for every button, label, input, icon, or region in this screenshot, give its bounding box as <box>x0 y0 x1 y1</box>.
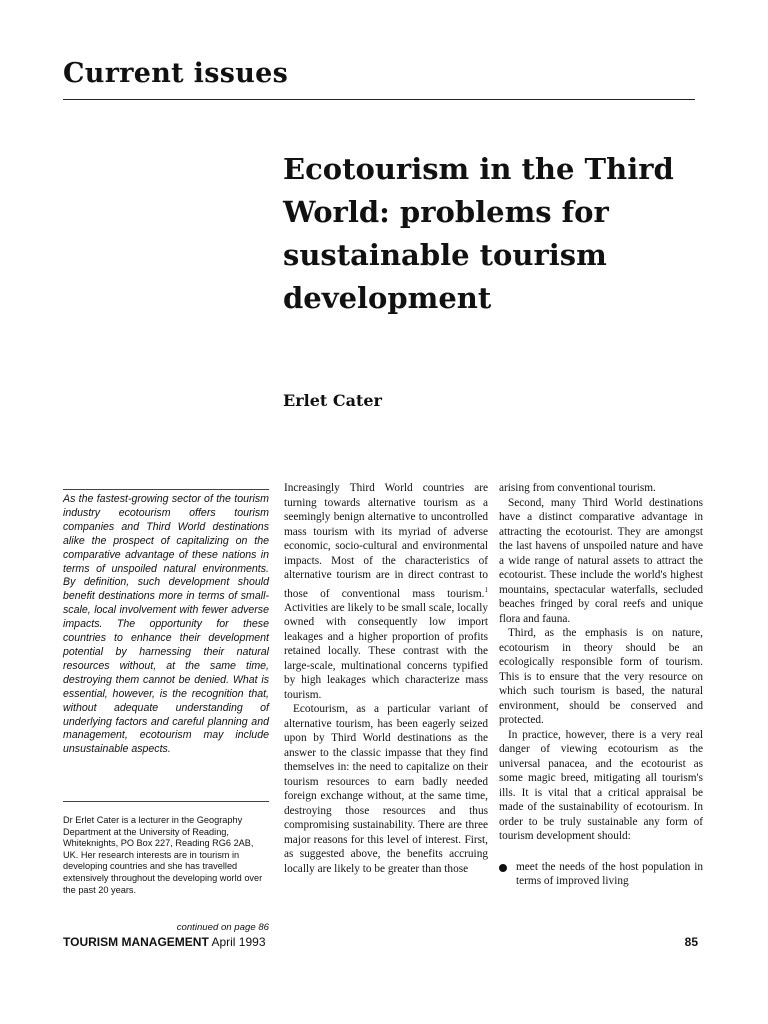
abstract-top-rule <box>63 489 269 490</box>
header-rule <box>63 99 695 100</box>
journal-name: TOURISM MANAGEMENT <box>63 935 209 949</box>
list-item <box>499 860 703 889</box>
paragraph: In practice, however, there is a very real danger of viewing ecotourism as the universal panacea, and the ecotourist as some magic breed, mitigating all tourism's ills. It is vital that a critical appraisal be made of the sustainability of ecotourism. In order to be truly sustainable any form of tourism development should: <box>499 728 703 842</box>
journal-footer <box>63 935 266 949</box>
paragraph-text: Activities are likely to be small scale, locally owned with consequently low import leakages and a higher proportion of profits retained locally. These contrast with the large-scale, multinational concerns typified by high leakages which characterize mass tourism. <box>284 601 488 701</box>
author-name: Erlet Cater <box>283 391 382 410</box>
page-number: 85 <box>684 935 698 949</box>
body-column-2 <box>499 481 703 889</box>
paragraph <box>284 481 488 702</box>
paragraph: arising from conventional tourism. <box>499 482 656 494</box>
paragraph-text: Increasingly Third World countries are turning towards alternative tourism as a seemingly benign alternative to uncontrolled mass tourism with its myriad of adverse economic, socio-cultural and environmental impacts. Most of the characteristics of alternative tourism are in direct contrast to those of conventional mass tourism. <box>284 482 488 600</box>
paragraph: Second, many Third World destinations have a distinct comparative advantage in attracting the ecotourist. They are amongst the last havens of unspoiled nature and have a wide range of natural assets to attract the ecotourist. These include the world's highest mountains, spectacular waterfalls, secluded beaches fringed by coral reefs and unique flora and fauna. <box>499 496 703 625</box>
footnote-ref: 1 <box>484 585 488 594</box>
abstract-bottom-rule <box>63 801 269 802</box>
issue-date: April 1993 <box>208 935 266 949</box>
abstract-text: As the fastest-growing sector of the tourism industry ecotourism offers tourism companies and Third World destinations alike the prospect of capitalizing on the comparative advantage of these nations in terms of unspoiled natural environments. By definition, such development should benefit destinations more in terms of small-scale, local involvement with fewer adverse impacts. The opportunity for these countries to enhance their development potential by harnessing their natural resources without, at the same time, destroying them cannot be denied. What is essential, however, is the recognition that, without adequate understanding of underlying factors and careful planning and management, ecotourism may include unsustainable aspects. <box>63 493 269 756</box>
author-bio: Dr Erlet Cater is a lecturer in the Geography Department at the University of Reading, Whiteknights, PO Box 227, Reading RG6 2AB, UK. Her research interests are in tourism in developing countries and she has travelled extensively throughout the developing world over the past 20 years. <box>63 815 263 895</box>
list-item-text: meet the needs of the host population in terms of improved living <box>516 860 703 887</box>
article-title: Ecotourism in the Third World: problems for sustainable tourism development <box>283 152 674 315</box>
bullet-icon <box>499 864 507 872</box>
continued-note: continued on page 86 <box>176 922 269 933</box>
body-column-1 <box>284 481 488 876</box>
paragraph: Ecotourism, as a particular variant of alternative tourism, has been eagerly seized upon by Third World destinations as the answer to the classic impasse that they find themselves in: the need to capitalize on their tourism resources to earn badly needed foreign exchange without, at the same time, destroying those resources and thus compromising sustainability. There are three major reasons for this level of interest. First, as suggested above, the benefits accruing locally are likely to be greater than those <box>284 703 488 875</box>
section-heading: Current issues <box>63 58 289 89</box>
paragraph: Third, as the emphasis is on nature, ecotourism in theory should be an ecologically responsible form of tourism. This is to ensure that the very resource on which such tourism is based, the natural environment, should be conserved and protected. <box>499 627 703 726</box>
